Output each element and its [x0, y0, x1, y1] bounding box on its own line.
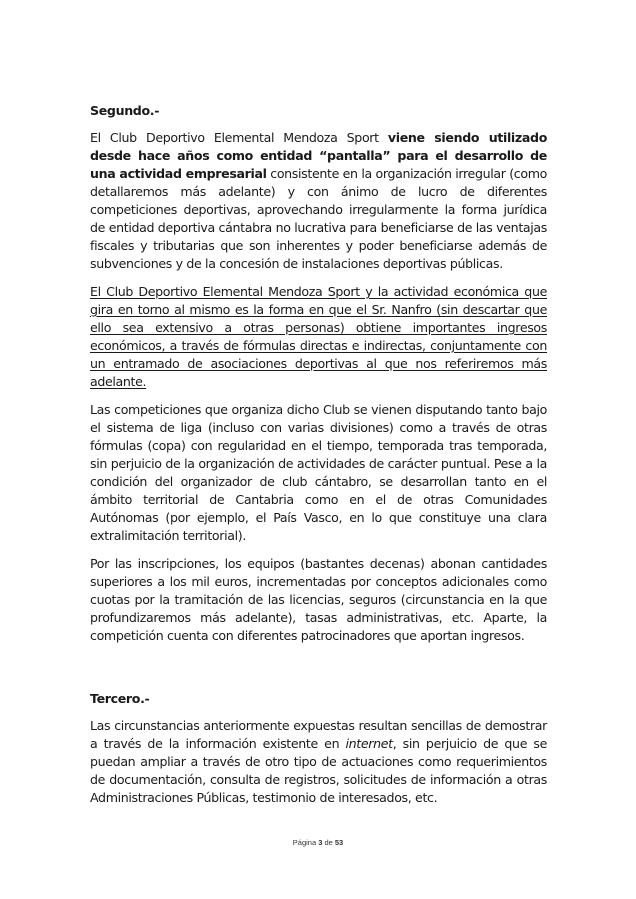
paragraph-club-pantalla: [90, 129, 547, 273]
page-footer: [0, 838, 636, 847]
section-heading-segundo: Segundo.-: [90, 103, 160, 118]
current-page-number: 3: [318, 838, 323, 847]
paragraph-text: Las circunstancias anteriormente expuestas resultan sencillas de demostrar a través de la información existente en: [90, 718, 547, 751]
section-spacer: [90, 655, 547, 690]
paragraph-underlined-ingresos: El Club Deportivo Elemental Mendoza Sport y la actividad económica que gira en torno al mismo es la forma en que el Sr. Nanfro (sin descartar que ello sea extensivo a otras personas) obtiene importantes ingresos económicos, a través de fórmulas directas e indirectas, conjuntamente con un entramado de asociaciones deportivas al que nos referiremos más adelante.: [90, 284, 547, 389]
total-pages-number: 53: [334, 838, 344, 847]
paragraph-competiciones: Las competiciones que organiza dicho Club se vienen disputando tanto bajo el sistema de liga (incluso con varias divisiones) como a través de otras fórmulas (copa) con regularidad en el tiempo, temporada tras temporada, sin perjuicio de la organización de actividades de carácter puntual. Pese a la condición del organizador de club cántabro, se desarrollan tanto en el ámbito territorial de Cantabria como en el de otras Comunidades Autónomas (por ejemplo, el País Vasco, en lo que constituye una clara extralimitación territorial).: [90, 402, 547, 543]
paragraph-inscripciones: Por las inscripciones, los equipos (bastantes decenas) abonan cantidades superiores a los mil euros, incrementadas por conceptos adicionales como cuotas por la tramitación de las licencias, seguros (circunstancia en la que profundizaremos más adelante), tasas administrativas, etc. Aparte, la competición cuenta con diferentes patrocinadores que aportan ingresos.: [90, 556, 547, 643]
paragraph-text: consistente en la organización irregular (como detallaremos más adelante) y con ánimo de lucro de diferentes competiciones deportivas, aprovechando irregularmente la forma jurídica de entidad deportiva cántabra no lucrativa para beneficiarse de las ventajas fiscales y tributarias que son inherentes y poder beneficiarse además de subvenciones y de la concesión de instalaciones deportivas públicas.: [90, 166, 547, 271]
paragraph-circunstancias: [90, 717, 547, 807]
paragraph-text: El Club Deportivo Elemental Mendoza Sport: [90, 130, 388, 145]
paragraph-text: , sin perjuicio de que se puedan ampliar a través de otro tipo de actuaciones como requerimientos de documentación, consulta de registros, solicitudes de información a otras Administraciones Públicas, testimonio de interesados, etc.: [90, 736, 547, 805]
footer-separator: de: [322, 838, 335, 847]
document-body: [90, 102, 547, 817]
footer-prefix: Página: [292, 838, 319, 847]
bold-emphasis-text: viene siendo utilizado desde hace años como entidad “pantalla” para el desarrollo de una actividad empresarial: [90, 130, 547, 181]
section-heading-tercero: Tercero.-: [90, 691, 150, 706]
italic-term: internet: [345, 736, 393, 751]
